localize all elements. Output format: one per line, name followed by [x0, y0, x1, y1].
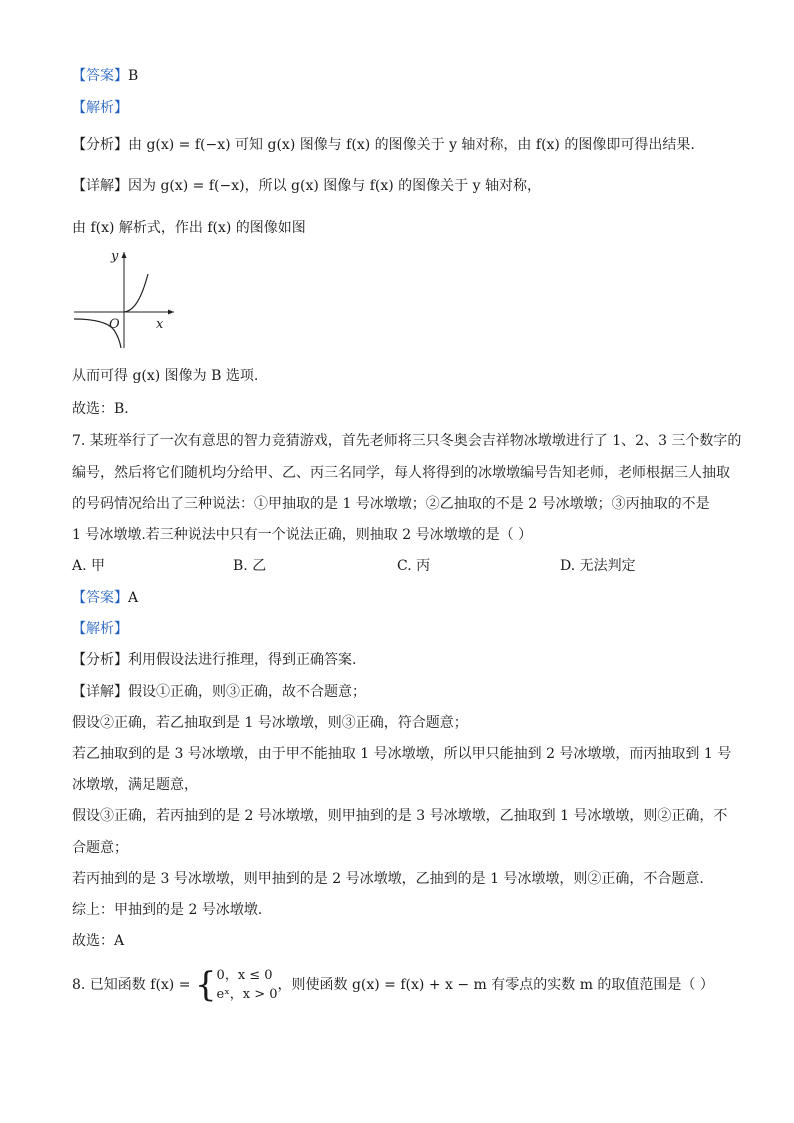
xiangjie-tag: 【详解】 — [72, 684, 128, 700]
q7-guxuan: 故选：A — [72, 933, 125, 949]
q7-detail-1: 假设②正确，若乙抽取到是 1 号冰墩墩，则③正确，符合题意； — [72, 715, 468, 731]
q7-detail-3: 冰墩墩，满足题意， — [72, 777, 198, 793]
q7-stem-line2: 编号，然后将它们随机均分给甲、乙、丙三名同学，每人将得到的冰墩墩编号告知老师，老师根据三人抽取 — [72, 465, 730, 481]
q6-xiangjie-line — [72, 176, 541, 196]
fenxi-tag: 【分析】 — [72, 652, 128, 668]
q7-stem-line1: 7. 某班举行了一次有意思的智力竞猜游戏，首先老师将三只冬奥会吉祥物冰墩墩进行了 1、2、3 三个数字的 — [72, 433, 742, 449]
q7-option-a: A. 甲 — [72, 558, 106, 574]
q7-stem-line3: 的号码情况给出了三种说法：①甲抽取的是 1 号冰墩墩；②乙抽取的不是 2 号冰墩墩；③丙抽取的不是 — [72, 496, 710, 512]
answer-tag: 【答案】 — [72, 590, 128, 606]
origin-label: O — [109, 317, 120, 332]
q8-prefix: 8. 已知函数 f(x) = — [72, 977, 195, 993]
q6-graph-intro: 由 f(x) 解析式，作出 f(x) 的图像如图 — [72, 220, 306, 236]
q7-fenxi-line — [72, 650, 356, 670]
right-curve — [124, 274, 148, 312]
q6-answer-line — [72, 66, 138, 86]
function-graph — [70, 248, 180, 352]
x-label: x — [156, 317, 164, 332]
piecewise-cases — [217, 966, 278, 1004]
q7-option-c: C. 丙 — [397, 558, 431, 574]
analysis-tag: 【解析】 — [72, 621, 128, 637]
answer-value: A — [128, 590, 139, 606]
fenxi-tag: 【分析】 — [72, 137, 128, 153]
q7-detail-4: 假设③正确，若丙抽到的是 2 号冰墩墩，则甲抽到的是 3 号冰墩墩，乙抽取到 1 号冰墩墩，则②正确，不 — [72, 808, 728, 824]
q6-fenxi-line — [72, 135, 695, 155]
q7-detail-2: 若乙抽取到的是 3 号冰墩墩，由于甲不能抽取 1 号冰墩墩，所以甲只能抽到 2 号冰墩墩，而丙抽取到 1 号 — [72, 746, 732, 762]
piecewise-brace: { — [194, 965, 217, 1005]
q6-conclusion: 从而可得 g(x) 图像为 B 选项. — [72, 368, 259, 384]
q7-stem-line4: 1 号冰墩墩.若三种说法中只有一个说法正确，则抽取 2 号冰墩墩的是（ ） — [72, 527, 533, 543]
y-axis-arrow — [122, 252, 127, 258]
y-label: y — [111, 249, 119, 264]
fenxi-text: 利用假设法进行推理，得到正确答案. — [128, 652, 357, 668]
q8-suffix: ，则使函数 g(x) = f(x) + x − m 有零点的实数 m 的取值范围是（ ） — [277, 977, 714, 993]
xiangjie-text: 因为 g(x) = f(−x)，所以 g(x) 图像与 f(x) 的图像关于 y 轴对称， — [128, 178, 541, 194]
q6-guxuan: 故选：B. — [72, 401, 129, 417]
q8-stem — [72, 966, 714, 1004]
answer-tag: 【答案】 — [72, 68, 128, 84]
x-axis-arrow — [168, 310, 174, 315]
q7-answer-line — [72, 588, 138, 608]
answer-value: B — [128, 68, 139, 84]
q7-detail-6: 若丙抽到的是 3 号冰墩墩，则甲抽到的是 2 号冰墩墩，乙抽到的是 1 号冰墩墩，则②正确，不合题意. — [72, 871, 704, 887]
xiangjie-tag: 【详解】 — [72, 178, 128, 194]
q7-option-d: D. 无法判定 — [560, 558, 636, 574]
analysis-tag: 【解析】 — [72, 100, 128, 116]
q7-option-b: B. 乙 — [233, 558, 267, 574]
xiangjie-text: 假设①正确，则③正确，故不合题意； — [128, 684, 366, 700]
q7-detail-7: 综上：甲抽到的是 2 号冰墩墩. — [72, 902, 263, 918]
piecewise-definition — [195, 966, 278, 1004]
case-2: eˣ，x > 0 — [216, 987, 278, 1002]
q7-xiangjie-line — [72, 682, 366, 702]
q7-detail-5: 合题意； — [72, 840, 128, 856]
case-1: 0，x ≤ 0 — [216, 968, 273, 983]
fenxi-text: 由 g(x) = f(−x) 可知 g(x) 图像与 f(x) 的图像关于 y 轴对称，由 f(x) 的图像即可得出结果. — [128, 137, 695, 153]
